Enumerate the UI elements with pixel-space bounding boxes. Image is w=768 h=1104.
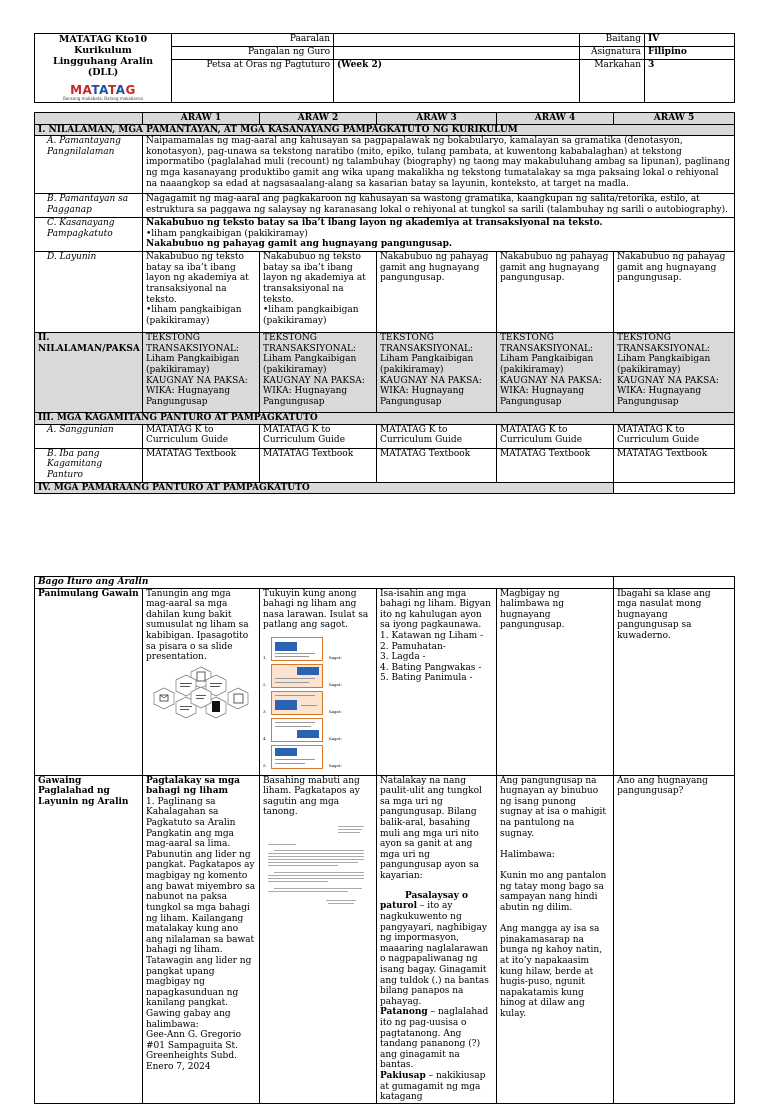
nilalaman-paksa-label: II. NILALAMAN/PAKSA: [35, 333, 143, 413]
panimulang-cell-1: [143, 588, 260, 775]
paglalahad-cell-5: Ano ang hugnayang pangungusap?: [614, 775, 735, 1103]
panimulang-gawain-label: Panimulang Gawain: [35, 588, 143, 775]
layunin-cell: Nakabubuo ng pahayag gamit ang hugnayang pangungusap.: [497, 252, 614, 333]
sagot-label: Sagot:: [328, 682, 342, 688]
sanggunian-cell: MATATAG K to Curriculum Guide: [497, 424, 614, 448]
uri-term: paturol: [380, 901, 417, 912]
day-header: ARAW 1: [143, 113, 260, 125]
panimulang-text-1: Tanungin ang mga mag-aaral sa mga dahilan kung bakit sumusulat ng liham sa kabibigan. Ipasagotito sa pisara o sa slide presentation.: [146, 588, 249, 663]
paglalahad-c3-def: [380, 1007, 493, 1071]
day-header: ARAW 3: [377, 113, 497, 125]
sagot-label: Sagot:: [328, 763, 342, 769]
paglalahad-cell-4: Ang pangungusap na hugnayan ay binubuo ng isang punong sugnay at isa o mahigit na pantulong na sugnay. Halimbawa: Kunin mo ang pantalon ng tatay mong bago sa sampayan nang hindi abutin ng dilim. Ang mangga ay isa sa pinakamasarap na bunga ng kahoy natin, at ito’y napakaasim kung hilaw, berde at hugis-puso, ngunit napakatamis kung hinog at dilaw ang kulay.: [497, 775, 614, 1103]
header-title-line: Lingguhang Aralin (DLL): [53, 55, 153, 78]
layunin-cell: Nakabubuo ng teksto batay sa iba’t ibang layon ng akademiya at transaksiyonal na teksto. •liham pangkaibigan (pakikiramay): [260, 252, 377, 333]
asignatura-value: Filipino: [645, 47, 735, 60]
gawaing-paglalahad-label: Gawaing Paglalahad ng Layunin ng Aralin: [35, 775, 143, 1103]
markahan-value: 3: [645, 60, 735, 102]
kagamitang-cell: MATATAG Textbook: [614, 448, 735, 482]
panimulang-cell-5: Ibagahi sa klase ang mga nasulat mong hugnayang pangungusap sa kuwaderno.: [614, 588, 735, 775]
paglalahad-c2-text: Basahing mabuti ang liham. Pagkatapos ay sagutin ang mga tanong.: [263, 775, 360, 818]
sanggunian-cell: MATATAG K to Curriculum Guide: [377, 424, 497, 448]
day-header: ARAW 5: [614, 113, 735, 125]
kasanayang-line: Nakabubuo ng teksto batay sa iba’t ibang layon ng akademiya at transaksiyonal na teksto.: [146, 218, 603, 229]
hexagon-diagram-image: [148, 665, 254, 721]
logo-word: MATATAG: [70, 82, 136, 97]
letter-sample-image: [264, 820, 372, 930]
section-4-blank: [614, 482, 735, 494]
uri-definition: – ito ay nagkukuwento ng pangyayari, naghibigay ng impormasyon, maaaring naglalarawan o nagpapaliwanag ng isang bagay. Ginagamit ang tuldok (.) na bantas bilang panapos na pahayag.: [380, 901, 489, 1007]
kagamitang-cell: MATATAG Textbook: [143, 448, 260, 482]
layunin-cell: Nakabubuo ng teksto batay sa iba’t ibang layon ng akademiya at transaksiyonal na teksto. •liham pangkaibigan (pakikiramay): [143, 252, 260, 333]
paglalahad-cell-1: [143, 775, 260, 1103]
matatag-logo: [38, 83, 168, 102]
letter-part-row: 1. Sagot:: [263, 634, 373, 661]
dll-procedure-table: [34, 576, 735, 1104]
bago-ituro-label: Bago Ituro ang Aralin: [35, 577, 614, 589]
letter-part-image: [271, 637, 323, 661]
pamantayan-sa-pagganap-label: B. Pamantayan sa Pagganap: [35, 194, 143, 218]
kasanayang-line: •liham pangkaibigan (pakikiramay): [146, 228, 308, 239]
paglalahad-cell-3: [377, 775, 497, 1103]
header-title-line: MATATAG Kto10: [58, 34, 148, 45]
uri-term: Pakiusap: [380, 1071, 426, 1082]
panimulang-text-2: Tukuyin kung anong bahagi ng liham ang nasa larawan. Isulat sa patlang ang sagot.: [263, 588, 369, 631]
section-4-title: IV. MGA PAMARAANG PANTURO AT PAMPAGKATUTO: [35, 482, 614, 494]
letter-part-row: 2. Sagot:: [263, 661, 373, 688]
panimulang-cell-3: Isa-isahin ang mga bahagi ng liham. Bigyan ito ng kahulugan ayon sa iyong pagkaunawa. 1. Katawan ng Liham - 2. Pamuhatan- 3. Lagda - 4. Bating Pangwakas - 5. Bating Panimula -: [377, 588, 497, 775]
paglalahad-c3-def: [380, 1071, 493, 1103]
petsa-value: (Week 2): [334, 60, 580, 102]
kagamitang-panturo-label: B. Iba pang Kagamitang Panturo: [35, 448, 143, 482]
letter-part-image: [271, 691, 323, 715]
nilalaman-cell: TEKSTONG TRANSAKSIYONAL: Liham Pangkaibigan (pakikiramay) KAUGNAY NA PAKSA: WIKA: Hugnayang Pangungusap: [377, 333, 497, 413]
nilalaman-cell: TEKSTONG TRANSAKSIYONAL: Liham Pangkaibigan (pakikiramay) KAUGNAY NA PAKSA: WIKA: Hugnayang Pangungusap: [497, 333, 614, 413]
panimulang-cell-2: [260, 588, 377, 775]
letter-parts-images: [263, 634, 373, 769]
baitang-label: Baitang: [580, 34, 645, 47]
layunin-cell: Nakabubuo ng pahayag gamit ang hugnayang pangungusap.: [614, 252, 735, 333]
day-header: ARAW 4: [497, 113, 614, 125]
bago-ituro-blank: [614, 577, 735, 589]
sagot-label: Sagot:: [328, 709, 342, 715]
day-header-blank: [35, 113, 143, 125]
kasanayang-line: Nakabubuo ng pahayag gamit ang hugnayang pangungusap.: [146, 239, 453, 250]
paglalahad-cell-2: [260, 775, 377, 1103]
baitang-value: IV: [645, 34, 735, 47]
panimulang-cell-4: Magbigay ng halimbawa ng hugnayang pangungusap.: [497, 588, 614, 775]
uri-definition: – nakikiusap at gumagamit ng mga katagang: [380, 1071, 486, 1103]
paglalahad-c3-def: [380, 901, 493, 1007]
kagamitang-cell: MATATAG Textbook: [377, 448, 497, 482]
logo-tagline: Bansang makabata, Batang makabansa: [63, 95, 143, 101]
paglalahad-c3-intro: Natalakay na nang paulit-ulit ang tungkol sa mga uri ng pangungusap. Bilang balik-aral, basahing muli ang mga uri nito ayon sa ganit at ang mga uri ng pangungusap ayon sa kayarian:: [380, 775, 482, 882]
sanggunian-cell: MATATAG K to Curriculum Guide: [614, 424, 735, 448]
kasanayang-pampagkatuto-label: C. Kasanayang Pampagkatuto: [35, 218, 143, 252]
paglalahad-c1-title: Pagtalakay sa mga bahagi ng liham: [146, 775, 240, 797]
nilalaman-cell: TEKSTONG TRANSAKSIYONAL: Liham Pangkaibigan (pakikiramay) KAUGNAY NA PAKSA: WIKA: Hugnayang Pangungusap: [614, 333, 735, 413]
paglalahad-c3-heading: Pasalaysay o: [405, 890, 468, 901]
section-3-title: III. MGA KAGAMITANG PANTURO AT PAMPAGKATUTO: [35, 413, 735, 425]
sanggunian-cell: MATATAG K to Curriculum Guide: [260, 424, 377, 448]
paaralan-label: Paaralan: [172, 34, 334, 47]
paaralan-value: [334, 34, 580, 47]
nilalaman-cell: TEKSTONG TRANSAKSIYONAL: Liham Pangkaibigan (pakikiramay) KAUGNAY NA PAKSA: WIKA: Hugnayang Pangungusap: [260, 333, 377, 413]
layunin-label: D. Layunin: [35, 252, 143, 333]
guro-label: Pangalan ng Guro: [172, 47, 334, 60]
header-table: [34, 33, 735, 103]
sanggunian-cell: MATATAG K to Curriculum Guide: [143, 424, 260, 448]
sanggunian-label: A. Sanggunian: [35, 424, 143, 448]
pamantayang-pangnilalaman-label: A. Pamantayang Pangnilalaman: [35, 136, 143, 194]
layunin-cell: Nakabubuo ng pahayag gamit ang hugnayang pangungusap.: [377, 252, 497, 333]
sagot-label: Sagot:: [328, 655, 342, 661]
uri-term: Patanong: [380, 1007, 428, 1018]
guro-value: [334, 47, 580, 60]
kagamitang-cell: MATATAG Textbook: [497, 448, 614, 482]
asignatura-label: Asignatura: [580, 47, 645, 60]
sagot-label: Sagot:: [328, 736, 342, 742]
dll-main-table: [34, 112, 735, 494]
header-title-cell: [35, 34, 172, 103]
day-header: ARAW 2: [260, 113, 377, 125]
letter-part-image: [271, 664, 323, 688]
petsa-label: Petsa at Oras ng Pagtuturo: [172, 60, 334, 102]
kasanayang-pampagkatuto-text: [143, 218, 735, 252]
paglalahad-c1-body: 1. Paglinang sa Kahalagahan sa Pagkatuto sa Aralin Pangkatin ang mga mag-aaral sa lima. Pabunutin ang lider ng pangkat. Pagkatapos ay magbigay ng komento ang bawat miyembro sa nabunot na paksa tungkol sa mga bahagi ng liham. Kailangang matalakay kung ano ang nilalaman sa bawat bahagi ng liham. Tatawagin ang lider ng pangkat upang magbigay ng napagkasunduan ng kanilang pangkat. Gawing gabay ang halimbawa: Gee-Ann G. Gregorio #01 Sampaguita St. Greenheights Subd. Enero 7, 2024: [146, 796, 256, 1073]
nilalaman-cell: TEKSTONG TRANSAKSIYONAL: Liham Pangkaibigan (pakikiramay) KAUGNAY NA PAKSA: WIKA: Hugnayang Pangungusap: [143, 333, 260, 413]
kagamitang-cell: MATATAG Textbook: [260, 448, 377, 482]
letter-part-image: [271, 718, 323, 742]
uri-definition: – naglalahad ito ng pag-uusisa o pagtatanong. Ang tandang pananong (?) ang ginagamit na bantas.: [380, 1007, 489, 1071]
letter-part-row: 3. Sagot:: [263, 688, 373, 715]
letter-part-row: 4. Sagot:: [263, 715, 373, 742]
section-1-title: I. NILALAMAN, MGA PAMANTAYAN, AT MGA KASANAYANG PAMPAGKATUTO NG KURIKULUM: [35, 124, 735, 136]
header-title-line: Kurikulum: [74, 44, 132, 56]
pamantayang-pangnilalaman-text: Naipamamalas ng mag-aaral ang kahusayan sa pagpapalawak ng bokabularyo, kamalayan sa gramatika (denotasyon, konotasyon), pag-unawa sa tekstong naratibo (mito, epiko, tulang pambata, at kuwentong kababalaghan) at tekstong impormatibo (paglalahad muli (recount) ng talambuhay (biography) ng taong may makabuluhang ambag sa lipunan), paglinang ng mga kasanayang produktibo gamit ang wika upang makalikha ng tekstong tumatalakay sa mga paksaing lokal o rehiyonal na naaangkop sa edad at nagsasaalang-alang sa kasarian batay sa layunin, konteksto, at target na madla.: [143, 136, 735, 194]
pamantayan-sa-pagganap-text: Nagagamit ng mag-aaral ang pagkakaroon ng kahusayan sa wastong gramatika, kaangkupan ng salita/retorika, estilo, at estruktura sa paggawa ng salaysay ng karanasang lokal o rehiyonal at tungkol sa sarili (talambuhay ng sarili o autobiography).: [143, 194, 735, 218]
letter-part-image: [271, 745, 323, 769]
letter-part-row: 5. Sagot:: [263, 742, 373, 769]
markahan-label: Markahan: [580, 60, 645, 102]
